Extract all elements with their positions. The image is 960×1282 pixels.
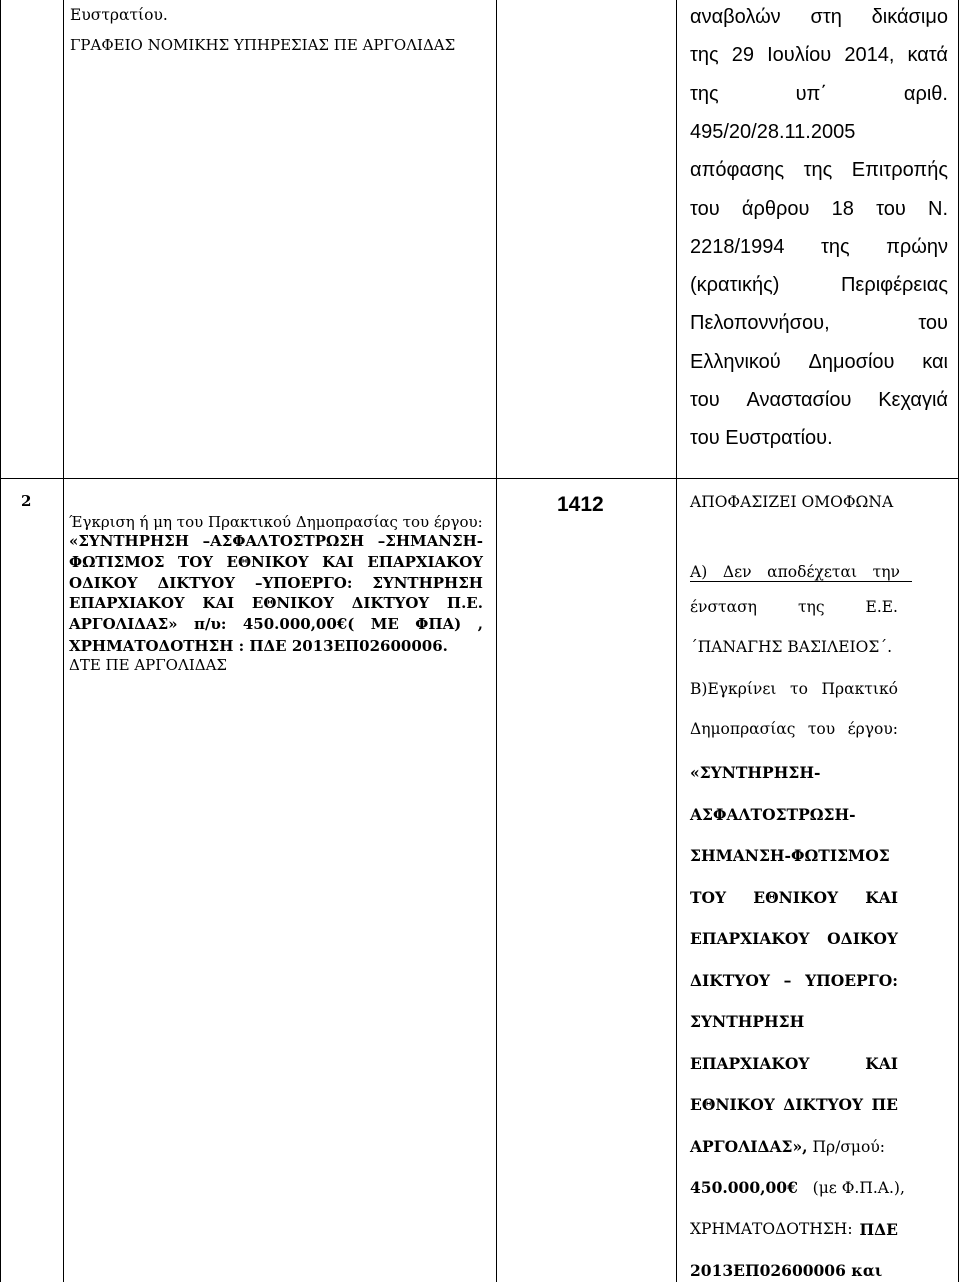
word: ΚΑΙ bbox=[865, 887, 898, 907]
final-line bbox=[690, 1261, 882, 1280]
word: του bbox=[918, 312, 948, 335]
word: ΚΑΙ bbox=[865, 1053, 898, 1073]
word: ΕΠΑΡΧΙΑΚΟΥ bbox=[69, 594, 185, 613]
word: Ε.Ε. bbox=[865, 598, 898, 616]
word: ΤΟΥ bbox=[178, 552, 213, 571]
word: ΟΔΙΚΟΥ bbox=[69, 573, 138, 592]
word: κατά bbox=[907, 44, 948, 67]
word: Πρακτικό bbox=[821, 680, 898, 698]
col-divider-2 bbox=[496, 0, 497, 1282]
text-run: 450.000,00€ bbox=[690, 1178, 798, 1197]
word: Περιφέρειας bbox=[840, 274, 948, 297]
word: 18 bbox=[831, 197, 854, 220]
word: δικάσιμο bbox=[871, 6, 948, 28]
decision-number: 1412 bbox=[557, 493, 604, 516]
text-line bbox=[690, 351, 948, 374]
word: ΑΣΦΑΛΤΟΣΤΡΩΣΗ- bbox=[690, 804, 856, 824]
word: απόφασης bbox=[690, 159, 785, 182]
word: ΕΠΑΡΧΙΑΚΟΥ bbox=[690, 929, 810, 948]
word: Β)Εγκρίνει bbox=[690, 680, 777, 698]
word: ΤΟΥ bbox=[690, 887, 727, 907]
word: ΥΠΟΕΡΓΟ: bbox=[805, 970, 898, 990]
word: ΔΙΚΤΥΟΥ bbox=[690, 970, 770, 990]
word: –ΑΣΦΑΛΤΟΣΤΡΩΣΗ bbox=[202, 532, 365, 550]
text-line bbox=[690, 389, 948, 412]
word: Ν. bbox=[928, 197, 948, 220]
word: του bbox=[807, 720, 836, 738]
text-run: ΑΡΓΟΛΙΔΑΣ», bbox=[690, 1136, 808, 1156]
row-divider bbox=[0, 478, 959, 479]
word: 2218/1994 bbox=[690, 235, 785, 258]
project-title-line bbox=[690, 929, 898, 948]
word: ΕΘΝΙΚΟΥ bbox=[753, 887, 839, 907]
word: ΣΥΝΤΗΡΗΣΗ bbox=[372, 573, 483, 592]
word: αποδέχεται bbox=[767, 563, 858, 581]
word: (κρατικής) bbox=[690, 274, 780, 297]
financing-line bbox=[690, 1220, 898, 1239]
text-run: (με Φ.Π.Α.), bbox=[812, 1179, 905, 1197]
word: «ΣΥΝΤΗΡΗΣΗ- bbox=[690, 763, 821, 782]
budget-line bbox=[690, 1137, 885, 1156]
project-title-line bbox=[690, 1012, 898, 1031]
word: –ΣΗΜΑΝΣΗ- bbox=[377, 532, 483, 550]
word: άρθρου bbox=[741, 197, 810, 220]
project-title-line bbox=[690, 846, 898, 865]
word: ΔΙΚΤΥΟΥ bbox=[351, 594, 430, 613]
word: ΑΡΓΟΛΙΔΑΣ» bbox=[69, 615, 178, 634]
word: του bbox=[876, 197, 906, 220]
text-line bbox=[690, 198, 948, 221]
word: ΣΥΝΤΗΡΗΣΗ bbox=[690, 1012, 805, 1031]
word: ΦΩΤΙΣΜΟΣ bbox=[69, 552, 165, 571]
word: Πελοποννήσου, bbox=[690, 312, 830, 335]
text-line bbox=[690, 44, 948, 67]
word: ΦΠΑ) bbox=[415, 615, 462, 634]
decision-a-line bbox=[690, 563, 900, 581]
word: ΔΙΚΤΥΟΥ bbox=[783, 1095, 864, 1114]
project-title-line bbox=[690, 805, 898, 824]
word: «ΣΥΝΤΗΡΗΣΗ bbox=[69, 532, 189, 550]
text-line bbox=[690, 236, 948, 259]
financing-code: ΠΔΕ bbox=[859, 1219, 898, 1239]
text-line bbox=[690, 121, 948, 144]
col-divider-3 bbox=[676, 0, 677, 1282]
decision-b-line bbox=[690, 720, 898, 738]
word: Ελληνικού bbox=[690, 350, 781, 373]
word: π/υ: bbox=[194, 615, 227, 634]
word: της bbox=[690, 44, 719, 67]
text-run: 2013ΕΠ02600006 και bbox=[690, 1261, 883, 1280]
word: αναβολών bbox=[690, 6, 781, 28]
word: 450.000,00€( bbox=[242, 615, 355, 634]
row-number: 2 bbox=[21, 492, 32, 510]
word: ΟΔΙΚΟΥ bbox=[827, 929, 898, 948]
word: ΣΗΜΑΝΣΗ-ΦΩΤΙΣΜΟΣ bbox=[690, 846, 890, 865]
col-divider-1 bbox=[63, 0, 64, 1282]
word: 2014, bbox=[844, 44, 895, 67]
subject-service-line: ΔΤΕ ΠΕ ΑΡΓΟΛΙΔΑΣ bbox=[69, 656, 228, 674]
underline bbox=[690, 581, 912, 582]
word: ΠΕ bbox=[871, 1095, 898, 1114]
word: Αναστασίου bbox=[746, 389, 852, 411]
subject-first-line: Έγκριση ή μη του Πρακτικού Δημοπρασίας του έργου: bbox=[69, 513, 483, 531]
word: ένσταση bbox=[690, 598, 757, 616]
word: της bbox=[820, 235, 850, 258]
word: του bbox=[690, 389, 720, 411]
word: της bbox=[803, 159, 833, 182]
word: ΕΘΝΙΚΟΥ bbox=[690, 1095, 775, 1114]
word: 29 bbox=[731, 44, 755, 67]
word: υπ΄ bbox=[795, 82, 827, 105]
word: ΕΠΑΡΧΙΑΚΟΥ bbox=[690, 1053, 810, 1073]
text-line bbox=[69, 615, 483, 634]
amount-line bbox=[690, 1178, 905, 1197]
word: – bbox=[783, 970, 792, 990]
decision-a-line bbox=[690, 638, 892, 656]
word: το bbox=[790, 680, 808, 698]
project-title-line bbox=[690, 971, 898, 990]
financing-label: ΧΡΗΜΑΤΟΔΟΤΗΣΗ: bbox=[690, 1219, 853, 1238]
word: έργου: bbox=[847, 720, 898, 738]
text-line bbox=[69, 553, 483, 572]
word: την bbox=[872, 563, 900, 581]
table-right-border bbox=[958, 0, 959, 1282]
word: Δημοσίου bbox=[808, 350, 895, 373]
word: ΕΘΝΙΚΟΥ bbox=[226, 552, 309, 571]
project-title-line bbox=[690, 1054, 898, 1073]
word: Κεχαγιά bbox=[878, 389, 948, 411]
word: Ιουλίου bbox=[767, 44, 832, 67]
word: ΚΑΙ bbox=[322, 552, 354, 571]
text-line bbox=[690, 83, 948, 106]
text-line: Ευστρατίου. bbox=[70, 6, 168, 24]
text-line bbox=[690, 274, 948, 297]
table-left-border bbox=[0, 0, 1, 1282]
text-line: ΓΡΑΦΕΙΟ ΝΟΜΙΚΗΣ ΥΠΗΡΕΣΙΑΣ ΠΕ ΑΡΓΟΛΙΔΑΣ bbox=[70, 36, 456, 54]
word: ΔΙΚΤΥΟΥ bbox=[157, 573, 235, 592]
word: ΕΠΑΡΧΙΑΚΟΥ bbox=[367, 552, 483, 571]
word: της bbox=[797, 598, 825, 616]
word: –ΥΠΟΕΡΓΟ: bbox=[254, 573, 353, 592]
word: του bbox=[690, 197, 720, 220]
word: και bbox=[922, 350, 948, 373]
word: Δεν bbox=[722, 563, 752, 581]
decision-b-line bbox=[690, 680, 898, 698]
text-run: του Ευστρατίου. bbox=[690, 427, 833, 450]
decision-a-line bbox=[690, 598, 898, 616]
word: της bbox=[690, 82, 719, 105]
word: Επιτροπής bbox=[851, 159, 948, 182]
text-run bbox=[798, 1179, 813, 1197]
word: αριθ. bbox=[903, 82, 948, 105]
decision-heading: ΑΠΟΦΑΣΙΖΕΙ ΟΜΟΦΩΝΑ bbox=[690, 493, 894, 511]
text-line bbox=[690, 427, 833, 450]
word: στη bbox=[810, 6, 842, 28]
project-title-line bbox=[690, 1095, 898, 1114]
text-line bbox=[69, 574, 483, 593]
text-line bbox=[69, 594, 483, 613]
word: ΕΘΝΙΚΟΥ bbox=[251, 594, 334, 613]
text-line bbox=[69, 532, 483, 551]
word: Δημοπρασίας bbox=[690, 720, 796, 738]
word: , bbox=[477, 615, 483, 634]
word: Α) bbox=[690, 563, 708, 581]
text-run: ΄ΠΑΝΑΓΗΣ ΒΑΣΙΛΕΙΟΣ΄. bbox=[690, 638, 893, 656]
subject-financing-line: ΧΡΗΜΑΤΟΔΟΤΗΣΗ : ΠΔΕ 2013ΕΠ02600006. bbox=[69, 637, 448, 655]
project-title-line bbox=[690, 888, 898, 907]
word: ΚΑΙ bbox=[202, 594, 235, 613]
word: ΜΕ bbox=[370, 615, 399, 634]
word: πρώην bbox=[886, 235, 948, 258]
word: Π.Ε. bbox=[446, 594, 483, 613]
text-line bbox=[690, 6, 948, 29]
text-run: Πρ/σμού: bbox=[812, 1137, 885, 1156]
project-title-line bbox=[690, 763, 898, 782]
text-line bbox=[690, 159, 948, 182]
word: 495/20/28.11.2005 bbox=[690, 120, 856, 143]
text-line bbox=[690, 312, 948, 335]
